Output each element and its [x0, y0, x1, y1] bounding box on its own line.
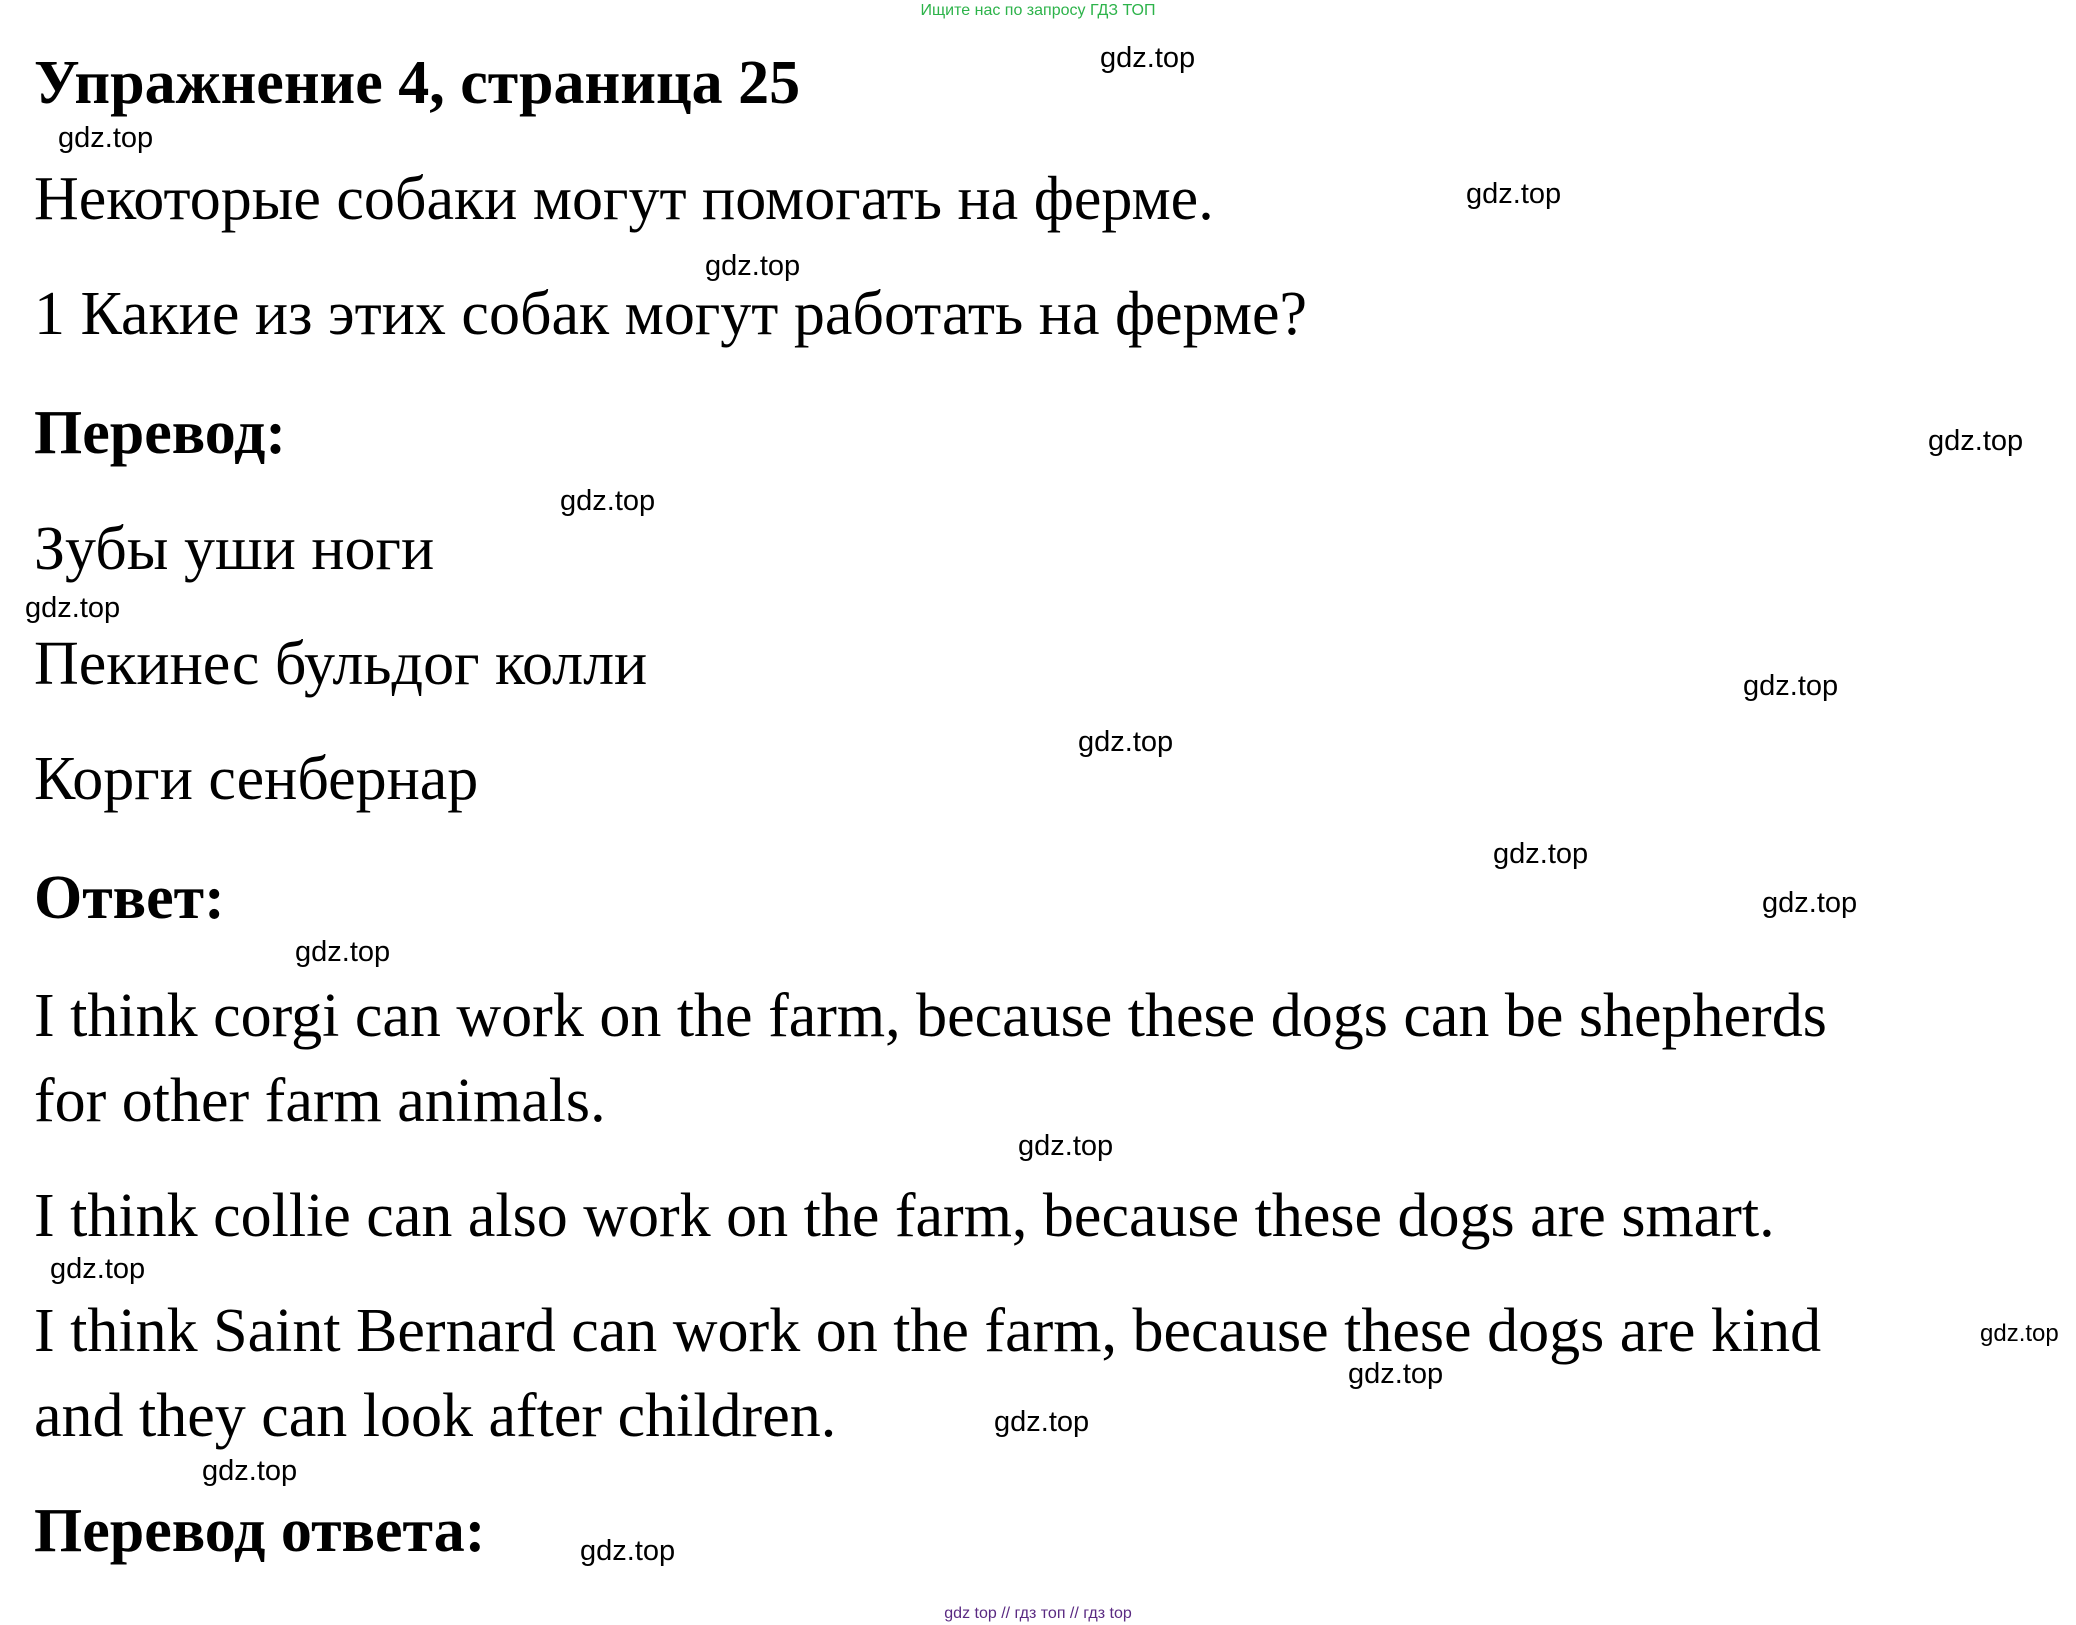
- page-title: Упражнение 4, страница 25: [34, 49, 801, 117]
- top-banner: Ищите нас по запросу ГДЗ ТОП: [920, 2, 1156, 19]
- bottom-banner: gdz top // гдз топ // гдз top: [944, 1605, 1132, 1622]
- answer-line: for other farm animals.: [34, 1067, 606, 1135]
- translation-line: Пекинес бульдог колли: [34, 630, 648, 698]
- watermark: gdz.top: [295, 936, 391, 968]
- watermark: gdz.top: [50, 1253, 146, 1285]
- watermark: gdz.top: [58, 122, 154, 154]
- answer-translation-heading: Перевод ответа:: [34, 1497, 486, 1565]
- watermark: gdz.top: [25, 592, 121, 624]
- watermark: gdz.top: [202, 1455, 298, 1487]
- watermark: gdz.top: [1980, 1320, 2059, 1347]
- watermark: gdz.top: [1466, 178, 1562, 210]
- watermark: gdz.top: [580, 1535, 676, 1567]
- intro-text: Некоторые собаки могут помогать на ферме.: [34, 165, 1214, 233]
- translation-heading: Перевод:: [34, 399, 287, 467]
- watermark: gdz.top: [1762, 887, 1858, 919]
- watermark: gdz.top: [1493, 838, 1589, 870]
- answer-heading: Ответ:: [34, 864, 225, 932]
- watermark: gdz.top: [1743, 670, 1839, 702]
- question-text: 1 Какие из этих собак могут работать на ферме?: [34, 280, 1307, 348]
- watermark: gdz.top: [1348, 1358, 1444, 1390]
- answer-line: and they can look after children.: [34, 1382, 837, 1450]
- translation-line: Корги сенбернар: [34, 745, 479, 813]
- watermark: gdz.top: [994, 1406, 1090, 1438]
- answer-line: I think Saint Bernard can work on the farm, because these dogs are kind: [34, 1297, 1822, 1365]
- watermark: gdz.top: [1078, 726, 1174, 758]
- translation-line: Зубы уши ноги: [34, 515, 435, 583]
- answer-line: I think collie can also work on the farm, because these dogs are smart.: [34, 1182, 1775, 1250]
- watermark: gdz.top: [705, 250, 801, 282]
- watermark: gdz.top: [1018, 1130, 1114, 1162]
- watermark: gdz.top: [1928, 425, 2024, 457]
- watermark: gdz.top: [1100, 42, 1196, 74]
- watermark: gdz.top: [560, 485, 656, 517]
- answer-line: I think corgi can work on the farm, because these dogs can be shepherds: [34, 982, 1827, 1050]
